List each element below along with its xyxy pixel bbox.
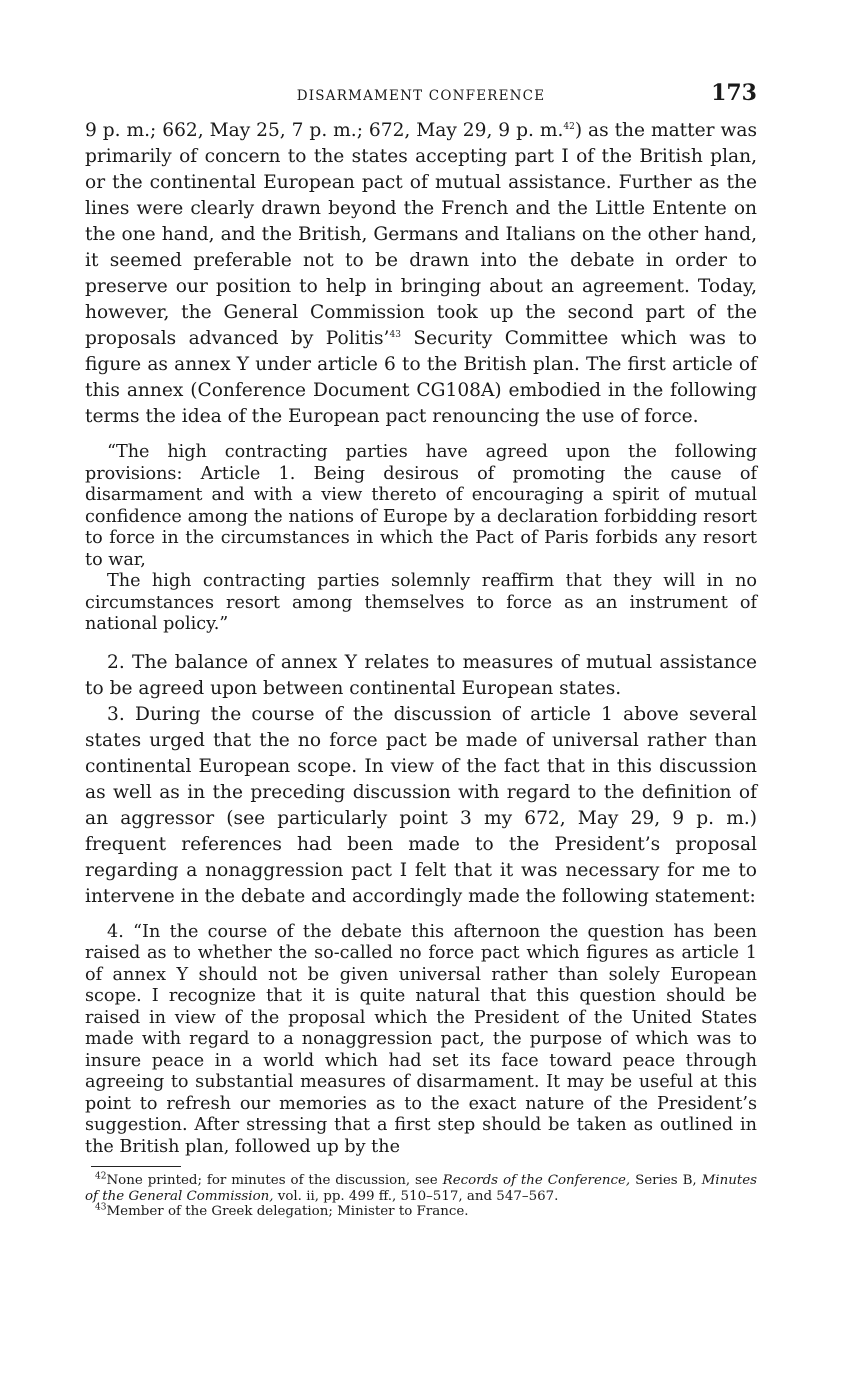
footnote-42-text-b: Series B, (630, 1173, 702, 1188)
running-title: DISARMAMENT CONFERENCE (296, 88, 546, 104)
paragraph-1 (85, 118, 757, 430)
footnote-43 (85, 1204, 757, 1220)
footnote-ref-42: 42 (563, 121, 575, 132)
footnote-divider (91, 1166, 181, 1167)
paragraph-1-part-a: 9 p. m.; 662, May 25, 7 p. m.; 672, May 29, 9 p. m. (85, 120, 564, 141)
footnote-43-text: Member of the Greek delegation; Minister to France. (106, 1204, 469, 1219)
paragraph-2: 2. The balance of annex Y relates to measures of mutual assistance to be agreed upon between continental European states. (85, 651, 757, 699)
running-header (85, 80, 757, 110)
footnote-42-mark: 42 (95, 1171, 107, 1182)
paragraph-4-quote: 4. “In the course of the debate this afternoon the question has been raised as to whether the so-called no force pact which figures as article 1 of annex Y should not be given universal rather than solely European scope. I recognize that it is quite natural that this question should be raised in view of the proposal which the President of the United States made with regard to a nonaggression pact, the purpose of which was to insure peace in a world which had set its face toward peace through agreeing to substantial measures of disarmament. It may be useful at this point to refresh our memories as to the exact nature of the President’s suggestion. After stressing that a first step should be taken as outlined in the British plan, followed up by the (85, 921, 757, 1157)
footnote-42-text-a: None printed; for minutes of the discussion, see (106, 1173, 443, 1188)
footnote-ref-43: 43 (389, 329, 401, 340)
paragraph-3: 3. During the course of the discussion of article 1 above several states urged that the no force pact be made of universal rather than continental European scope. In view of the fact that in this discussion as well as in the preceding discussion with regard to the definition of an aggressor (see particularly point 3 my 672, May 29, 9 p. m.) frequent references had been made to the President’s proposal regarding a nonaggression pact I felt that it was necessary for me to intervene in the debate and accordingly made the following statement: (85, 703, 757, 907)
footnote-42-title-2: Minutes of the General Commission, (85, 1173, 757, 1204)
block-quote-paragraph-1: “The high contracting parties have agreed upon the following provisions: Article 1. Being desirous of promoting the cause of disarmament and with a view thereto of encouraging a spirit of mutual confidence among the nations of Europe by a declaration forbidding resort to force in the circumstances in which the Pact of Paris forbids any resort to war, (85, 442, 757, 570)
footnote-42 (85, 1173, 757, 1204)
footnote-42-text-c: vol. ii, pp. 499 ff., 510–517, and 547–567. (273, 1188, 559, 1204)
document-page (85, 80, 757, 1220)
footnote-42-title-1: Records of the Conference, (442, 1173, 631, 1188)
paragraph-1-part-b: ) as the matter was primarily of concern to the states accepting part I of the British plan, or the continental European pact of mutual assistance. Further as the lines were clearly drawn beyond the French and the Little Entente on the one hand, and the British, Germans and Italians on the other hand, it seemed preferable not to be drawn into the debate in order to preserve our position to help in bringing about an agreement. Today, however, the General Commission took up the second part of the proposals advanced by Politis’ (85, 120, 757, 349)
footnote-43-mark: 43 (95, 1202, 107, 1213)
page-number: 173 (711, 80, 757, 106)
block-quote-paragraph-2: The high contracting parties solemnly reaffirm that they will in no circumstances resort among themselves to force as an instrument of national policy.” (85, 571, 757, 634)
paragraph-1-part-c: Security Committee which was to figure as annex Y under article 6 to the British plan. The first article of this annex (Conference Document CG108A) embodied in the following terms the idea of the European pact renouncing the use of force. (85, 328, 757, 427)
